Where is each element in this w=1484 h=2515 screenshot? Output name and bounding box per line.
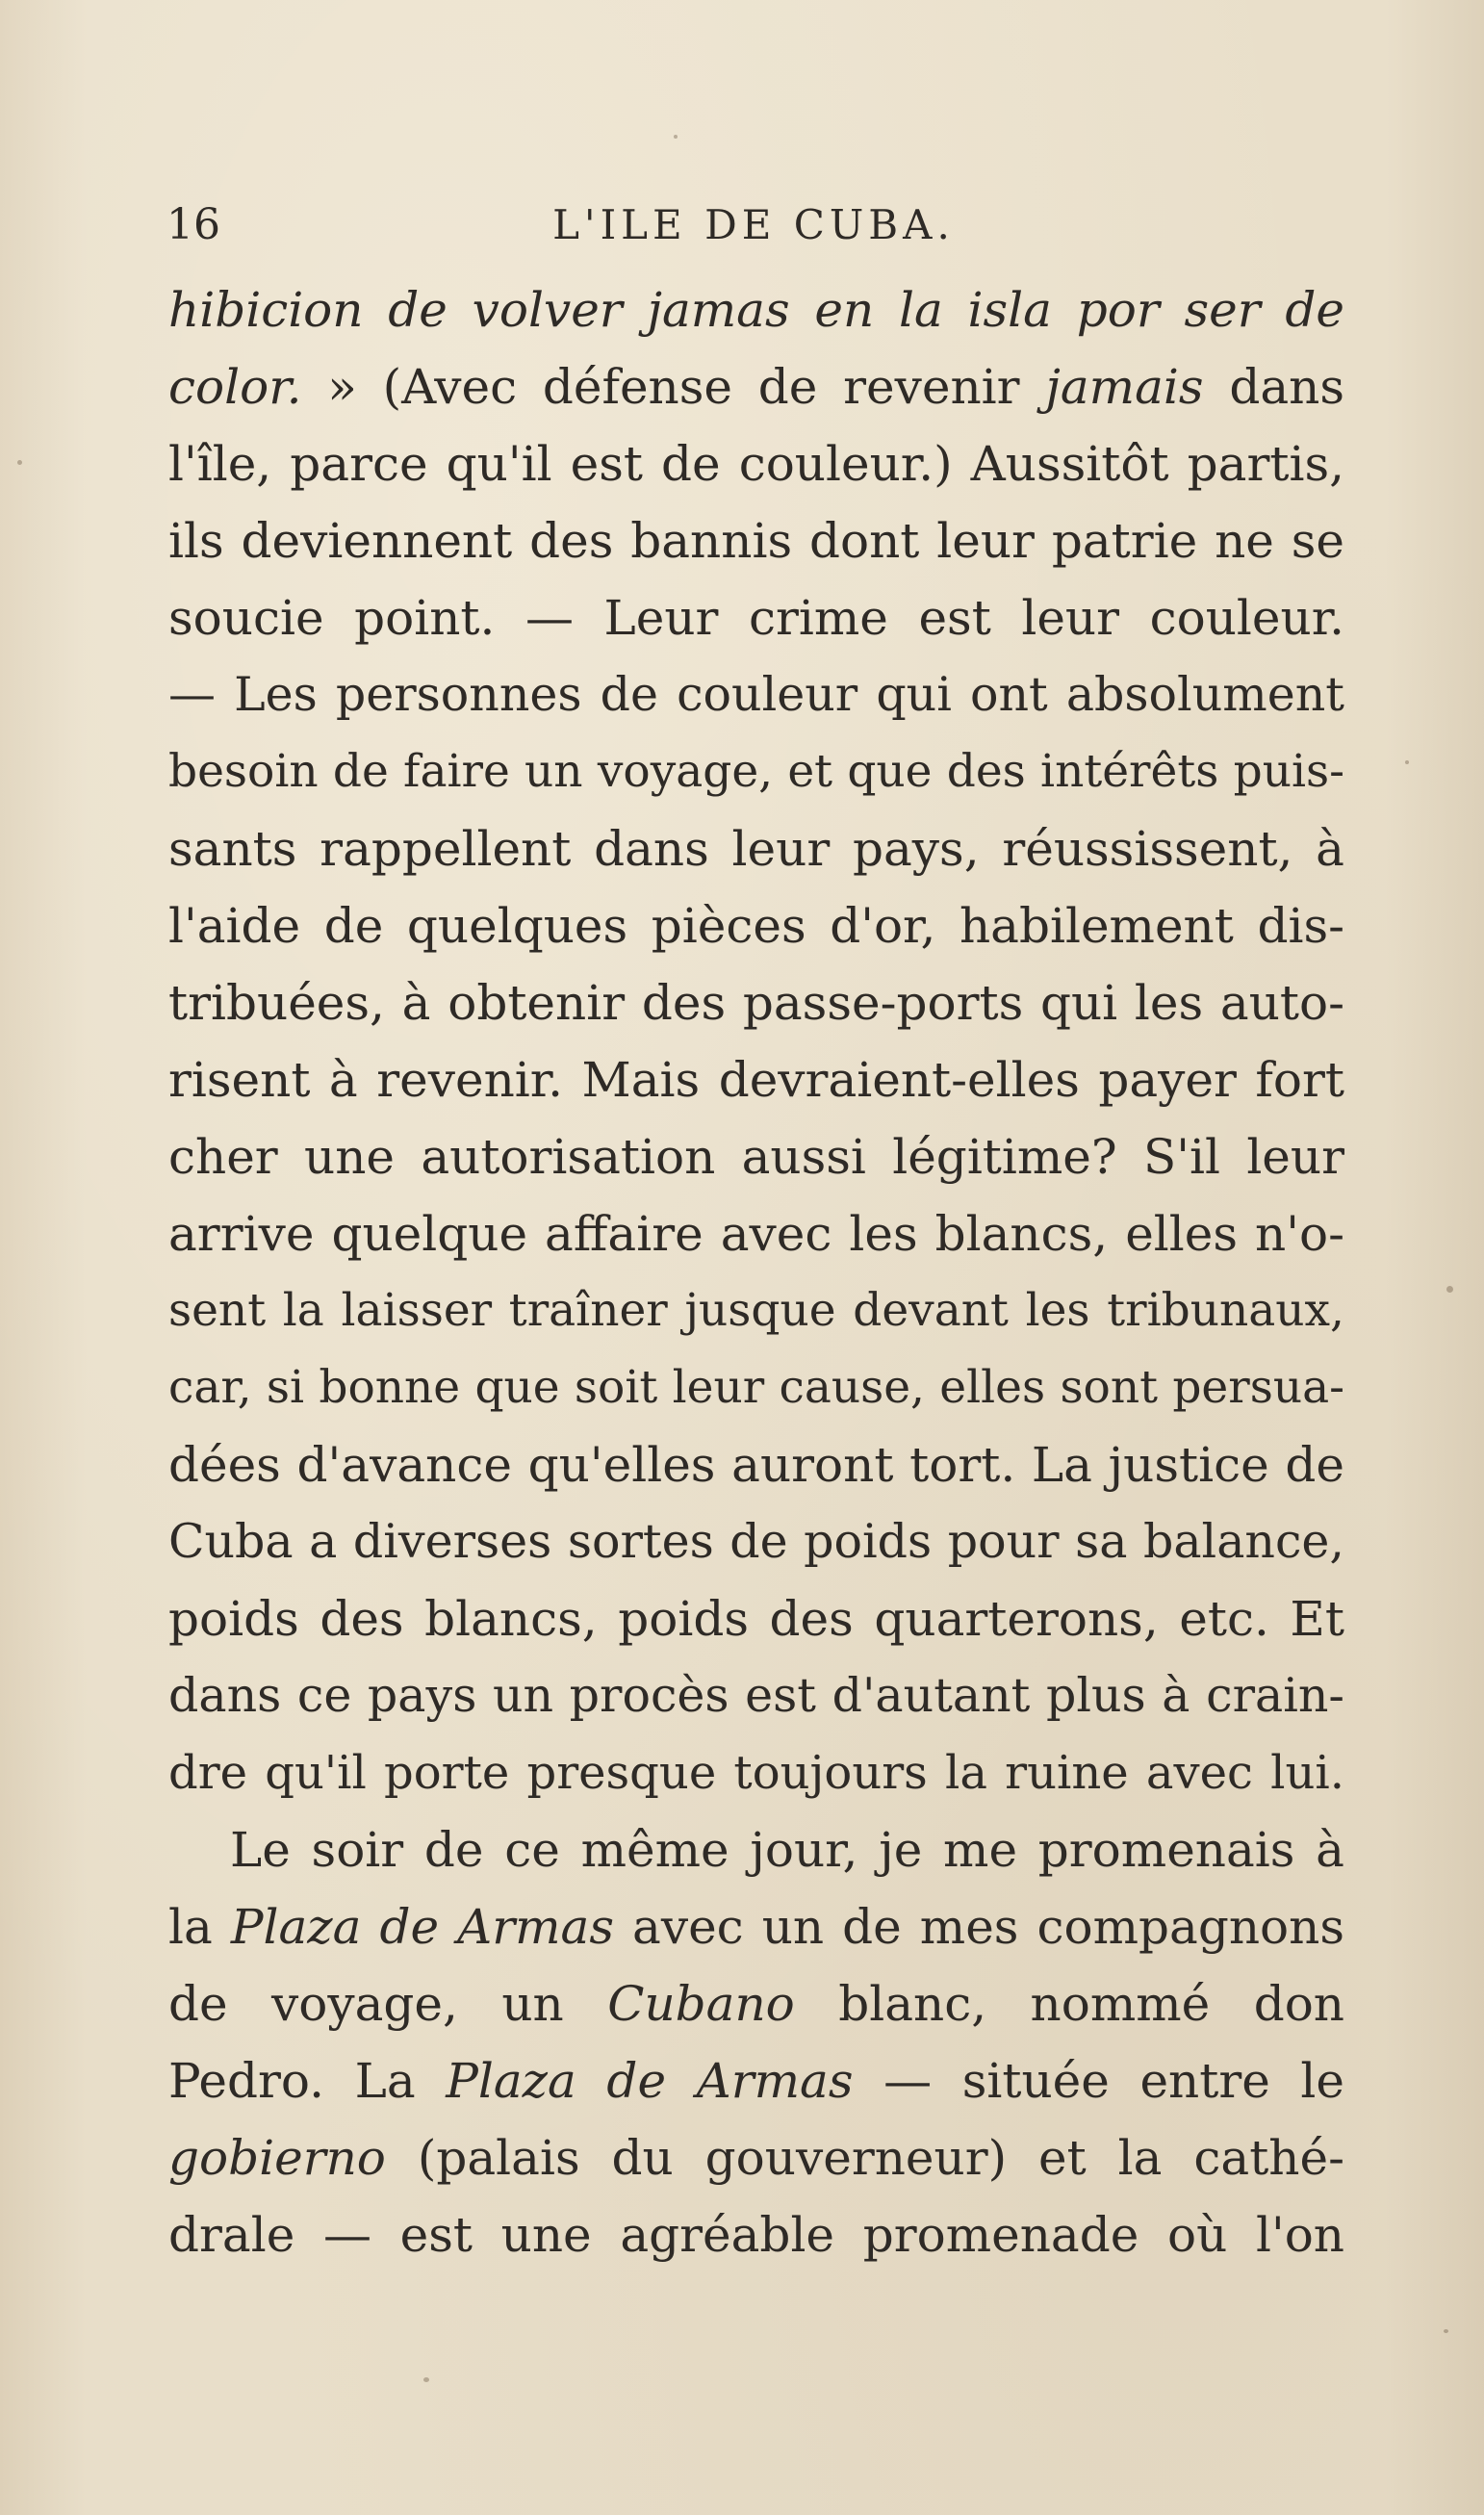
text-segment: poids des blancs, poids des quarterons, etc. Et	[168, 1591, 1344, 1647]
text-line	[168, 2042, 1344, 2119]
paper-speck	[1444, 2329, 1448, 2333]
text-segment: dre qu'il porte presque toujours la ruine avec lui.	[168, 1746, 1344, 1800]
italic-text-segment: gobierno	[168, 2130, 386, 2186]
paper-speck	[1446, 1286, 1453, 1293]
text-line	[168, 1657, 1344, 1734]
text-segment: sants rappellent dans leur pays, réussissent, à	[168, 821, 1344, 877]
text-segment: la	[168, 1899, 231, 1955]
text-segment: car, si bonne que soit leur cause, elles sont persua-	[168, 1361, 1344, 1414]
text-line	[168, 964, 1344, 1041]
text-line	[168, 1503, 1344, 1580]
italic-text-segment: jamais	[1045, 359, 1204, 415]
text-segment: risent à revenir. Mais devraient-elles payer fort	[168, 1052, 1344, 1108]
text-line	[168, 887, 1344, 964]
text-line	[168, 1118, 1344, 1195]
text-segment: sent la laisser traîner jusque devant les tribunaux,	[168, 1284, 1344, 1337]
italic-text-segment: Plaza de Armas	[230, 1899, 614, 1955]
text-line	[168, 2119, 1344, 2196]
text-line	[168, 810, 1344, 887]
text-segment: Pedro. La	[168, 2053, 447, 2109]
text-line	[168, 1195, 1344, 1272]
paper-speck	[423, 2377, 429, 2382]
text-segment: avec un de mes compagnons	[614, 1899, 1344, 1955]
italic-text-segment: color.	[168, 359, 302, 415]
text-segment: drale — est une agréable promenade où l'on	[168, 2207, 1344, 2263]
text-segment: dées d'avance qu'elles auront tort. La justice de	[168, 1437, 1344, 1493]
body-text	[168, 271, 1344, 2273]
text-line	[168, 425, 1344, 502]
paper-speck	[674, 135, 678, 139]
paper-speck	[1405, 760, 1409, 764]
text-segment: Cuba a diverses sortes de poids pour sa balance,	[168, 1514, 1344, 1569]
text-segment: » (Avec défense de revenir	[301, 359, 1046, 415]
page-number: 16	[166, 200, 220, 249]
italic-text-segment: Cubano	[607, 1976, 795, 2032]
text-segment: besoin de faire un voyage, et que des intérêts puis-	[168, 745, 1344, 798]
text-line	[168, 1965, 1344, 2042]
text-segment: cher une autorisation aussi légitime? S'il leur	[168, 1129, 1344, 1185]
text-segment: (palais du gouverneur) et la cathé-	[385, 2130, 1344, 2186]
text-segment: ils deviennent des bannis dont leur patrie ne se	[168, 513, 1344, 569]
text-line	[168, 1349, 1344, 1426]
text-segment: — Les personnes de couleur qui ont absolument	[168, 667, 1344, 722]
text-segment: de voyage, un	[168, 1976, 608, 2032]
text-line	[168, 2196, 1344, 2273]
text-segment: soucie point. — Leur crime est leur couleur.	[168, 590, 1344, 646]
text-line	[168, 1888, 1344, 1965]
text-segment: dans ce pays un procès est d'autant plus à crain-	[168, 1668, 1344, 1723]
text-line	[168, 1041, 1344, 1118]
text-segment: l'île, parce qu'il est de couleur.) Aussitôt partis,	[168, 436, 1344, 492]
text-segment: arrive quelque affaire avec les blancs, elles n'o-	[168, 1206, 1344, 1262]
text-line	[168, 348, 1344, 425]
text-line	[168, 1811, 1344, 1888]
text-line	[168, 1734, 1344, 1811]
text-segment: — située entre le	[853, 2053, 1345, 2109]
text-line	[168, 579, 1344, 656]
italic-text-segment: Plaza de Armas	[446, 2053, 854, 2109]
text-segment: blanc, nommé don	[794, 1976, 1344, 2032]
text-line	[168, 656, 1344, 733]
text-line	[168, 733, 1344, 810]
text-line	[168, 271, 1344, 348]
text-segment: tribuées, à obtenir des passe-ports qui les auto-	[168, 975, 1344, 1031]
running-title: L'ILE DE CUBA.	[552, 201, 955, 248]
text-segment: dans	[1203, 359, 1344, 415]
text-line	[168, 1272, 1344, 1349]
italic-text-segment: hibicion de volver jamas en la isla por ser de	[168, 282, 1344, 338]
text-line	[168, 502, 1344, 579]
text-segment: Le soir de ce même jour, je me promenais à	[230, 1822, 1344, 1878]
text-line	[168, 1426, 1344, 1503]
text-line	[168, 1580, 1344, 1657]
paper-speck	[17, 460, 22, 465]
running-header	[166, 194, 1341, 256]
text-segment: l'aide de quelques pièces d'or, habilement dis-	[168, 898, 1344, 954]
